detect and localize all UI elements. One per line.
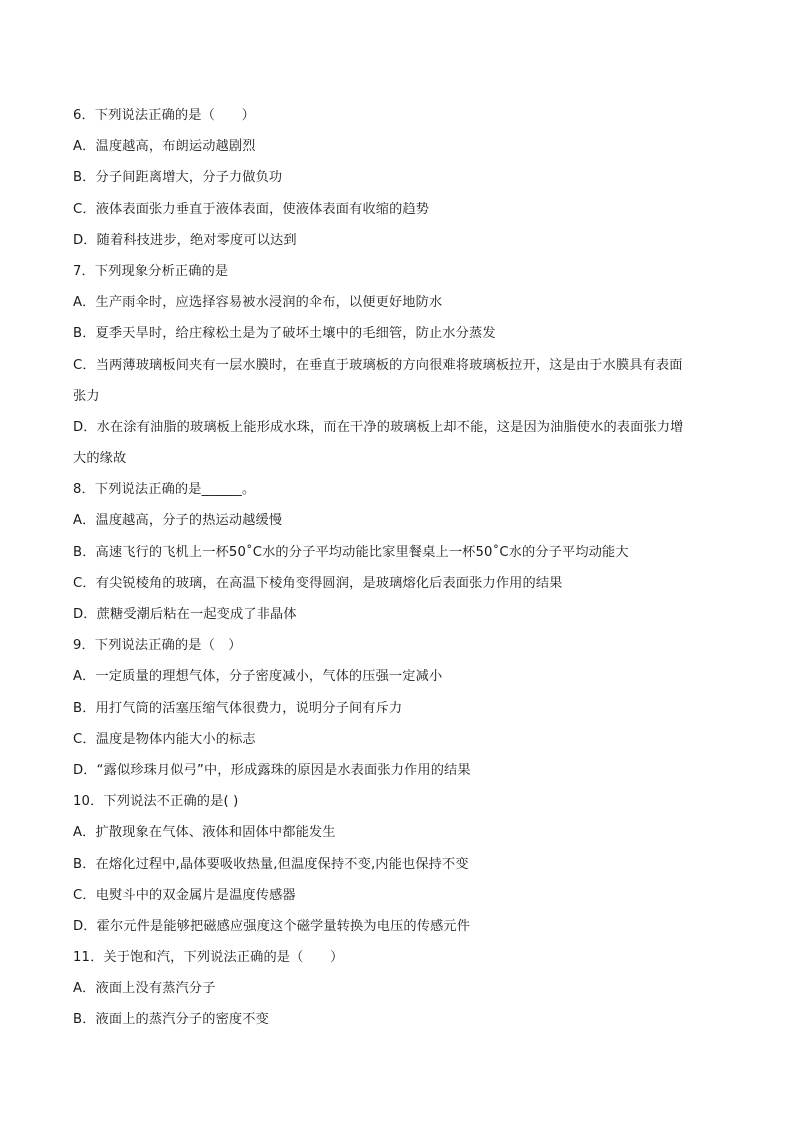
question-7-option-a: A．生产雨伞时，应选择容易被水浸润的伞布，以便更好地防水 <box>73 295 443 311</box>
question-11-stem: 11．关于饱和汽，下列说法正确的是（ ） <box>73 950 344 966</box>
question-7-stem: 7．下列现象分析正确的是 <box>73 263 229 279</box>
question-6-option-d: D．随着科技进步，绝对零度可以达到 <box>73 232 297 248</box>
question-7-option-d: D．水在涂有油脂的玻璃板上能形成水珠，而在干净的玻璃板上却不能，这是因为油脂使水的表面张力增 <box>73 419 684 435</box>
question-6-option-a: A．温度越高，布朗运动越剧烈 <box>73 139 256 155</box>
question-list <box>73 100 723 1036</box>
question-10-stem: 10．下列说法不正确的是( ) <box>73 794 239 810</box>
question-10-option-d: D．霍尔元件是能够把磁感应强度这个磁学量转换为电压的传感元件 <box>73 918 471 934</box>
question-8-option-d: D．蔗糖受潮后粘在一起变成了非晶体 <box>73 607 297 622</box>
question-9-stem: 9．下列说法正确的是（ ） <box>73 638 242 654</box>
question-9-option-a: A．一定质量的理想气体，分子密度减小，气体的压强一定减小 <box>73 669 443 685</box>
question-9-option-c: C．温度是物体内能大小的标志 <box>73 731 256 747</box>
question-6-option-b: B．分子间距离增大，分子力做负功 <box>73 170 283 186</box>
question-9-option-b: B．用打气筒的活塞压缩气体很费力，说明分子间有斥力 <box>73 700 403 716</box>
question-8-option-c: C．有尖锐棱角的玻璃，在高温下棱角变得圆润，是玻璃熔化后表面张力作用的结果 <box>73 575 563 591</box>
question-7-option-c-continued: 张力 <box>73 388 100 404</box>
question-7-option-d-continued: 大的缘故 <box>73 451 127 467</box>
question-7-option-b: B．夏季天旱时，给庄稼松土是为了破坏土壤中的毛细管，防止水分蒸发 <box>73 326 496 342</box>
question-11-option-a: A．液面上没有蒸汽分子 <box>73 981 216 997</box>
question-11-option-b: B．液面上的蒸汽分子的密度不变 <box>73 1012 269 1028</box>
question-7-option-c: C．当两薄玻璃板间夹有一层水膜时，在垂直于玻璃板的方向很难将玻璃板拉开，这是由于水膜具有表面 <box>73 357 683 373</box>
question-8-stem: 8．下列说法正确的是______。 <box>73 482 256 498</box>
question-6-stem: 6．下列说法正确的是（ ） <box>73 108 255 123</box>
question-6-option-c: C．液体表面张力垂直于液体表面，使液体表面有收缩的趋势 <box>73 201 430 217</box>
question-10-option-a: A．扩散现象在气体、液体和固体中都能发生 <box>73 825 336 841</box>
question-8-option-a: A．温度越高，分子的热运动越缓慢 <box>73 513 283 529</box>
question-9-option-d: D．“露似珍珠月似弓”中，形成露珠的原因是水表面张力作用的结果 <box>73 762 471 778</box>
question-8-option-b: B．高速飞行的飞机上一杯50˚C水的分子平均动能比家里餐桌上一杯50˚C水的分子平均动能大 <box>73 544 629 560</box>
question-10-option-b: B．在熔化过程中,晶体要吸收热量,但温度保持不变,内能也保持不变 <box>73 856 469 872</box>
question-10-option-c: C．电熨斗中的双金属片是温度传感器 <box>73 887 296 903</box>
